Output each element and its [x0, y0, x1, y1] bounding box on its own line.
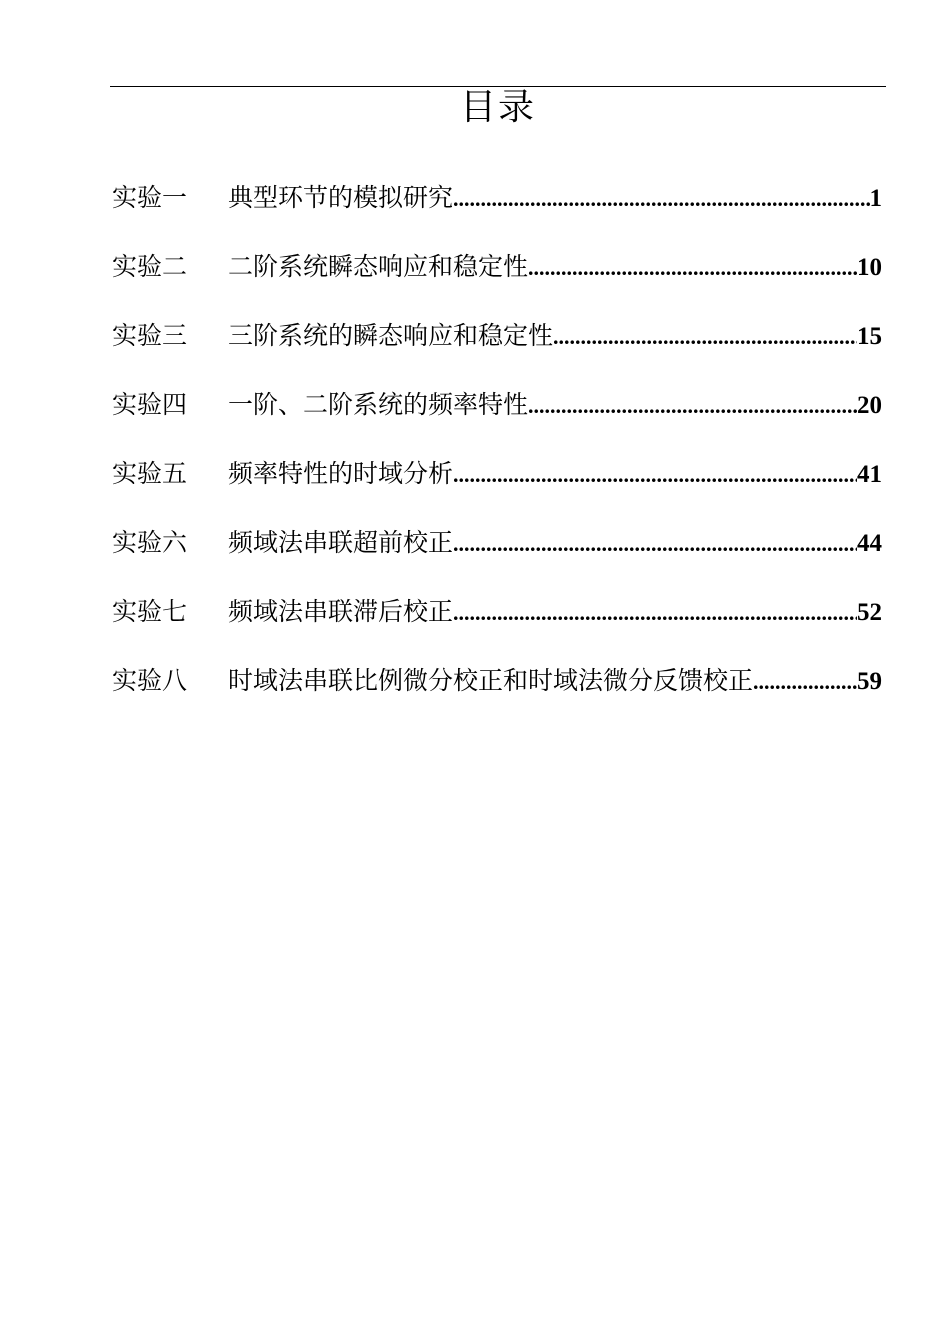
dot-leader [528, 384, 857, 428]
dot-leader [753, 660, 857, 704]
entry-title: 频域法串联滞后校正 [228, 597, 454, 626]
entry-page-number: 52 [857, 599, 882, 626]
toc-entry[interactable] [112, 245, 882, 314]
entry-page-number: 59 [857, 668, 882, 695]
toc-entry[interactable] [112, 176, 882, 245]
entry-label: 实验五 [112, 459, 188, 488]
toc-entry[interactable] [112, 314, 882, 383]
entry-title: 时域法串联比例微分校正和时域法微分反馈校正 [228, 666, 754, 695]
toc-title: 目录 [459, 87, 536, 128]
entry-page-number: 20 [857, 392, 882, 419]
entry-title: 频域法串联超前校正 [228, 528, 454, 557]
toc-entry[interactable] [112, 383, 882, 452]
entry-label: 实验四 [112, 390, 188, 419]
dot-leader [453, 522, 857, 566]
entry-label: 实验八 [112, 666, 188, 695]
entry-title: 三阶系统的瞬态响应和稳定性 [228, 321, 554, 350]
entry-label: 实验三 [112, 321, 188, 350]
entry-title: 二阶系统瞬态响应和稳定性 [228, 252, 529, 281]
dot-leader [453, 177, 869, 221]
entry-label: 实验六 [112, 528, 188, 557]
toc-entry[interactable] [112, 452, 882, 521]
entry-title: 典型环节的模拟研究 [228, 183, 454, 212]
entry-title: 一阶、二阶系统的频率特性 [228, 390, 529, 419]
toc-list [112, 176, 882, 728]
entry-page-number: 1 [869, 185, 882, 212]
toc-entry[interactable] [112, 590, 882, 659]
entry-page-number: 41 [857, 461, 882, 488]
entry-page-number: 10 [857, 254, 882, 281]
entry-label: 实验一 [112, 183, 188, 212]
dot-leader [553, 315, 857, 359]
entry-page-number: 15 [857, 323, 882, 350]
toc-entry[interactable] [112, 521, 882, 590]
entry-label: 实验二 [112, 252, 188, 281]
toc-entry[interactable] [112, 659, 882, 728]
entry-title: 频率特性的时域分析 [228, 459, 454, 488]
dot-leader [453, 591, 857, 635]
entry-label: 实验七 [112, 597, 188, 626]
entry-page-number: 44 [857, 530, 882, 557]
dot-leader [453, 453, 857, 497]
dot-leader [528, 246, 857, 290]
